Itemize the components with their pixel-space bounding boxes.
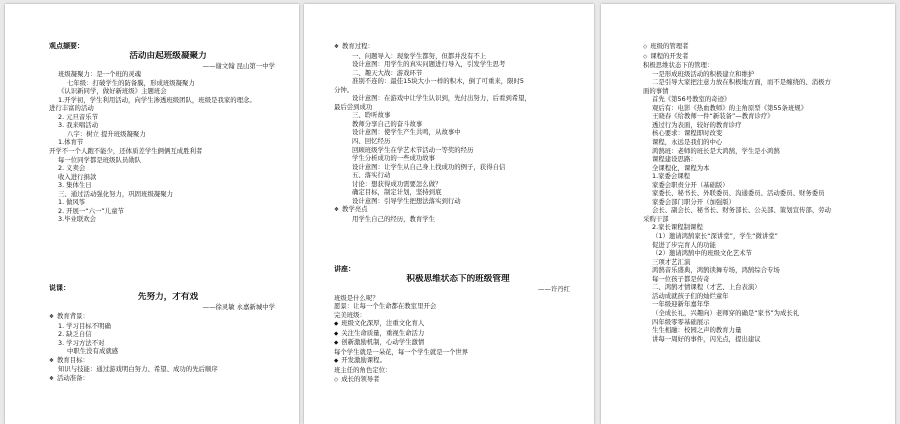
text-line: （全成长礼，兴趣向）老师穿的确是“家书”为成长礼 xyxy=(652,308,800,317)
text-line: 愿景：让每一个生命都在教室里开会 xyxy=(334,302,437,311)
text-line: ◆ 创新激励机制，心动学生激情 xyxy=(334,338,582,348)
text-line: 每一位同学都是班级队员勋队 xyxy=(58,155,142,164)
text-line: 四、回忆经历 xyxy=(352,137,391,146)
text-line: 进行丰富的活动 xyxy=(49,104,94,113)
text-line: 开学不一个人跑不能少，还体质差学生俩俩互成胜利者 xyxy=(49,147,203,156)
text-line: ◇ 班级的管理者 xyxy=(643,42,883,52)
text-line: 设计意图：使学生产生共鸣，从故事中 xyxy=(352,128,461,137)
text-line: 王晓春《给教师一件“新装备”—教育诊疗》 xyxy=(652,112,774,121)
text-line: 2. 元旦音乐节 xyxy=(58,112,99,121)
text-line: 《认识新同学，做好新班级》主题班会 xyxy=(58,87,167,96)
text-line: 班级凝聚力：是一个班的灵魂 xyxy=(58,70,142,79)
text-line: 积极思维状态下的管理： xyxy=(643,61,714,70)
section-heading: 说课： xyxy=(49,283,70,292)
text-line: （1）邀请鸿鹄家长“深讲堂”，学生“微讲堂” xyxy=(652,232,778,241)
text-line: 采购干部 xyxy=(643,214,669,223)
text-line: ❖ 教学亮点 xyxy=(334,205,582,215)
text-line: 面的事情 xyxy=(643,86,669,95)
text-line: 讲每一周好的事件，闪光点，提出建议 xyxy=(652,334,761,343)
text-line: 班级是什么呢？ xyxy=(334,293,379,302)
text-line: 会长、副会长、秘书长、财务部长、公关部、策划宣传部、劳动 xyxy=(652,206,831,215)
text-line: 八字：树立 提升班级凝聚力 xyxy=(67,129,146,138)
document-page-2 xyxy=(304,4,594,424)
page-1-content xyxy=(49,42,287,424)
text-line: 一年级迎新年嘉年华 xyxy=(652,300,710,309)
text-line: 课程建设思路： xyxy=(652,155,697,164)
text-line: 透过行为表面，较好的教育诊疗 xyxy=(652,120,742,129)
text-line: ◆ 班级文化深厚，注重文化育人 xyxy=(334,319,582,329)
text-line: 活动成就孩子们的灿烂童年 xyxy=(652,291,729,300)
text-line: 班主任的角色定位： xyxy=(334,365,392,374)
text-line: 二、鸿鹄才情课程（才艺、上台表演） xyxy=(652,283,761,292)
text-line: 二、趣天大战：游戏环节 xyxy=(352,68,423,77)
text-line: 3. 集体生日 xyxy=(58,181,92,190)
text-line: 2. 义卖会 xyxy=(58,164,86,173)
text-line: 1.家委会课程 xyxy=(652,172,691,181)
text-line: 3.毕业联欢会 xyxy=(58,215,97,224)
text-line: 收入进行捐款 xyxy=(58,172,97,181)
text-line: 三、聆听故事 xyxy=(352,111,391,120)
text-line: 七年级：打破学生的防备膜，形成班级凝聚力 xyxy=(67,78,195,87)
text-line: ❖ 教育目标： xyxy=(49,356,287,366)
text-line: 确定目标，制定计划，坚持到底 xyxy=(352,188,442,197)
text-line: 首先《第56号教室的奇迹》 xyxy=(652,95,731,104)
section-title: 积极思维状态下的班级管理 xyxy=(406,274,510,285)
text-line: 1. 学习目标不明确 xyxy=(58,321,111,330)
text-line: 设计意图：用学生的真实问题进行导入，引发学生思考 xyxy=(352,60,506,69)
text-line: 最后尝到成功 xyxy=(334,102,373,111)
text-line: 鸿鹄班：老师的班长是大鸿鹄，学生是小鸿鹄 xyxy=(652,146,780,155)
text-line: 1.开学初，学生利用活动，向学生渗透班级团队，班级是我家的理念。 xyxy=(58,95,256,104)
author-line: ——徐灵敏 永嘉新城中学 xyxy=(202,303,275,312)
text-line: 准别不连的：最佳15块大小一样的积木，倒了可重来，限时5 xyxy=(352,77,524,86)
page-2-content xyxy=(334,42,582,424)
text-line: 五、落实行动 xyxy=(352,171,391,180)
text-line: 完美班级： xyxy=(334,310,366,319)
text-line: 2. 开展一“六一”儿童节 xyxy=(58,206,124,215)
text-line: 知识与技能：通过游戏明白努力、希望、成功的先后顺序 xyxy=(58,365,218,374)
text-line: 回顾班级学生在学艺术节活动一等奖的经历 xyxy=(352,145,474,154)
text-line: 三项才艺汇演 xyxy=(652,257,691,266)
text-line: ◇ 课程的开发者 xyxy=(643,52,883,62)
text-line: 教师分享自己的奋斗故事 xyxy=(352,119,423,128)
text-line: 3. 我来唱活动 xyxy=(58,121,99,130)
text-line: 设计意图：在游戏中让学生认识到，先付出努力，后看到希望， xyxy=(352,94,531,103)
spacer xyxy=(334,223,582,265)
section-heading: 观点撷要： xyxy=(49,42,84,50)
spacer xyxy=(49,224,287,284)
text-line: 分钟。 xyxy=(334,85,354,94)
text-line: 2. 缺乏自信 xyxy=(58,330,92,339)
text-line: 四年级零零基础展示 xyxy=(652,317,710,326)
text-line: 设计意图：引导学生把想法落实到行动 xyxy=(352,196,461,205)
text-line: 中职生没有成就感 xyxy=(67,347,119,356)
text-line: 家委长、秘书长、外联委员、沟通委员、活动委员、财务委员 xyxy=(652,189,825,198)
text-line: ❖ 活动准备： xyxy=(49,374,287,384)
text-line: 用学生自己的经历，教育学生 xyxy=(352,214,436,223)
text-line: （2）邀请鸿鹄中的班级文化艺术节 xyxy=(652,249,752,258)
text-line: ❖ 教育过程： xyxy=(334,42,582,52)
text-line: 2.家长课程制课程 xyxy=(652,223,703,232)
text-line: 每一位孩子都是传奇 xyxy=(652,274,710,283)
text-line: 全课程化，课程为本 xyxy=(652,163,710,172)
page-3-content xyxy=(643,42,883,424)
text-line: 促进了步完育人的功能 xyxy=(652,240,716,249)
text-line: 1.体育节 xyxy=(58,138,84,147)
text-line: 一、问题导入：现象学生都努，但都并没有不上 xyxy=(352,51,487,60)
text-line: 3. 学习方法不对 xyxy=(58,338,105,347)
author-line: ——许丹红 xyxy=(538,285,570,294)
text-line: 生生相融：校园之声的教育力量 xyxy=(652,326,742,335)
author-line: ——谢文翰 昆山第一中学 xyxy=(202,61,275,70)
text-line: 二是引导大家把注意力放在积极地方面，而不是缠绕的、消极方 xyxy=(652,78,831,87)
text-line: 设计意图：让学生从自己身上找成功的例子，获得自信 xyxy=(352,162,506,171)
text-line: ◆ 开发激励课程。 xyxy=(334,356,582,366)
text-line: 讨论：想获得成功需要怎么做？ xyxy=(352,179,442,188)
text-line: 课程，永远是我们的中心 xyxy=(652,138,723,147)
section-heading: 讲座： xyxy=(334,265,355,274)
section-title: 先努力，才有戏 xyxy=(137,292,199,303)
section-title: 活动由起班级凝聚力 xyxy=(129,50,207,61)
text-line: 鸿鹄音乐盛典，鸿鹄读舞专场，鸿鹄综合专场 xyxy=(652,266,780,275)
text-line: 一是形成班级活动的积极建立和维护 xyxy=(652,69,755,78)
text-line: 核心要求：课程即时改变 xyxy=(652,129,723,138)
text-line: 1. 做风筝 xyxy=(58,198,86,207)
text-line: 三、通过活动强化努力，巩固班级凝聚力 xyxy=(58,189,174,198)
text-line: 学生分析成功的一些成功故事 xyxy=(352,154,436,163)
text-line: ❖ 教育背景： xyxy=(49,312,287,322)
document-page-3 xyxy=(601,4,895,424)
text-line: ◆ 关注生命质量，重视生命活力 xyxy=(334,329,582,339)
text-line: 观后有：电影《热血教师》的主角原型《第55条班规》 xyxy=(652,103,808,112)
text-line: 家委会部门职分开（加强版） xyxy=(652,197,736,206)
text-line: ◇ 成长的领导者 xyxy=(334,375,582,385)
document-page-1 xyxy=(5,4,299,424)
text-line: 每个学生就是一朵花，每一个学生就是一个世界 xyxy=(334,347,469,356)
text-line: 家委会职责分开（基础版） xyxy=(652,180,729,189)
